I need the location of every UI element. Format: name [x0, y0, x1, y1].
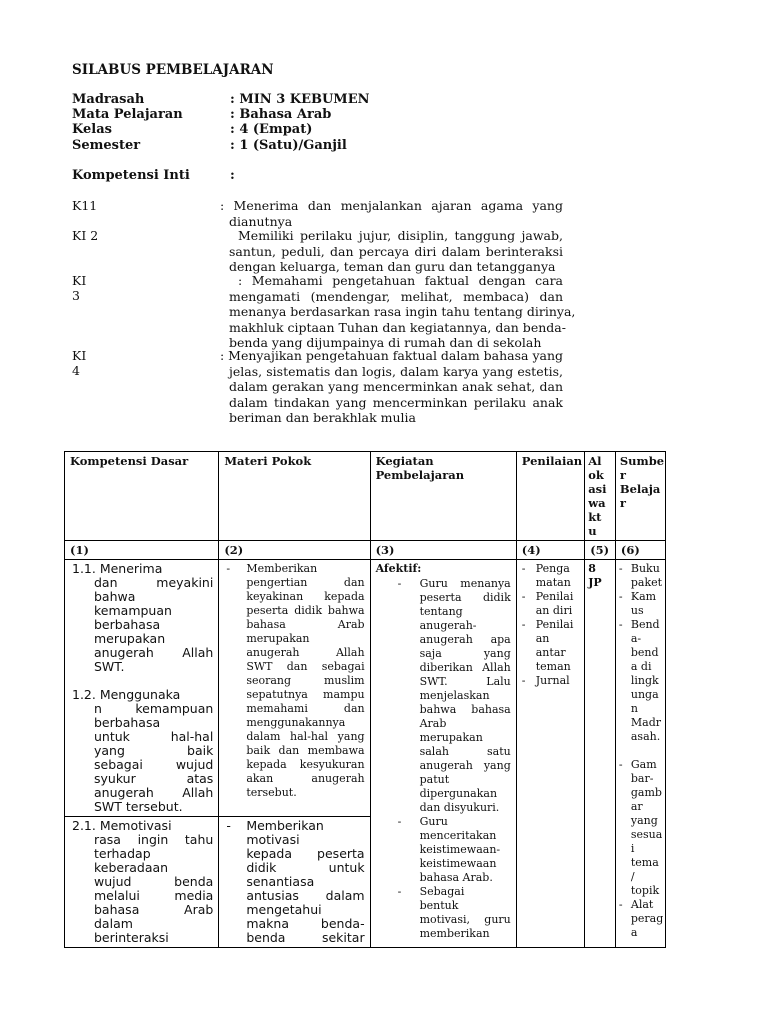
kg-line: keistimewaan-: [419, 843, 501, 856]
kg-line: dipergunakan: [419, 787, 498, 800]
mp-line: mengetahui: [246, 902, 322, 917]
header-alokasi-line: u: [588, 524, 597, 538]
penilaian-dash: -: [521, 618, 526, 631]
kg-line: bentuk: [419, 899, 459, 912]
kg-line: bahasa Arab.: [419, 871, 493, 884]
column-number: (1): [65, 541, 219, 560]
kd-item-line: wujud benda: [94, 874, 214, 889]
sumber-item: [619, 898, 662, 940]
mp-line: motivasi: [246, 832, 300, 847]
row1-penilaian: [516, 560, 584, 948]
column-number: (5): [585, 541, 616, 560]
penilaian-dash: -: [521, 562, 526, 575]
column-number: (6): [615, 541, 665, 560]
ki-text-line: jelas, sistematis dan logis, dalam karya yang estetis,: [229, 363, 563, 379]
kd-item-line: SWT.: [94, 659, 125, 674]
ki-label-line: 4: [72, 363, 80, 378]
kg-line: memberikan: [419, 927, 490, 940]
header-field-value: : 1 (Satu)/Ganjil: [230, 138, 347, 153]
ki-text-line: mengamati (mendengar, melihat, membaca) dan: [229, 288, 563, 304]
mp-line: dalam hal-hal yang: [246, 730, 365, 743]
ki-text: [229, 273, 576, 351]
ki-label-line: KI: [72, 348, 87, 363]
header-materi-pokok: Materi Pokok: [219, 452, 370, 541]
header-field-label: Mata Pelajaran: [72, 107, 183, 122]
sumber-line: Gam: [630, 758, 657, 771]
penilaian-line: an diri: [535, 604, 573, 617]
kg-bullet: [376, 885, 511, 941]
kg-line: saja yang: [419, 647, 511, 660]
sumber-line: Kam: [630, 590, 657, 603]
kd-item: [70, 562, 213, 674]
header-field-label: Kelas: [72, 122, 112, 137]
column-number: (4): [516, 541, 584, 560]
header-alokasi-waktu: [585, 452, 616, 541]
sumber-line: yang: [630, 814, 658, 827]
ki-text-line: : Menyajikan pengetahuan faktual dalam bahasa yang: [220, 348, 564, 363]
mp-line: baik dan membawa: [246, 744, 365, 757]
sumber-line: Alat: [630, 898, 654, 911]
penilaian-line: Penilai: [535, 618, 574, 631]
mp-line: bahasa Arab: [246, 618, 365, 631]
header-kegiatan-pembelajaran: [370, 452, 516, 541]
ki-label: KI 2: [72, 228, 99, 243]
kg-line: keistimewaan: [419, 857, 497, 870]
syllabus-table: [64, 451, 666, 948]
sumber-line: /: [630, 870, 635, 883]
row2-materi-pokok: [219, 817, 370, 948]
penilaian-item: [522, 590, 579, 618]
kd-item: [70, 688, 213, 814]
sumber-item: [619, 618, 662, 744]
table-number-row: [65, 541, 666, 560]
kd-item-line: melalui media: [94, 888, 214, 903]
header-kegiatan-line: Pembelajaran: [375, 468, 465, 482]
header-alokasi-line: wa: [588, 496, 606, 510]
kd-item-line: merupakan: [94, 631, 166, 646]
sumber-line: a di: [630, 660, 652, 673]
sumber-line: i: [630, 842, 635, 855]
kg-dash: -: [397, 885, 402, 898]
kg-line: SWT. Lalu: [419, 675, 511, 688]
ki-label-line: KI: [72, 273, 87, 288]
kg-line: tentang: [419, 605, 463, 618]
ki-label: [72, 348, 86, 378]
mp-line: makna benda-: [246, 916, 365, 931]
sumber-dash: -: [618, 898, 623, 911]
kd-item-line: berinteraksi: [94, 930, 169, 945]
kd-item-line: berbahasa: [94, 715, 161, 730]
kg-line: patut: [419, 773, 450, 786]
kd-item-line: sebagai wujud: [94, 757, 214, 772]
kg-line: dan disyukuri.: [419, 801, 500, 814]
row1-kegiatan-pembelajaran: [370, 560, 516, 948]
header-alokasi-line: Al: [588, 454, 602, 468]
sumber-dash: -: [618, 562, 623, 575]
header-sumber-belajar: [615, 452, 665, 541]
kg-bullet: [376, 815, 511, 885]
header-field-label: Madrasah: [72, 92, 145, 107]
mp-dash: -: [226, 562, 231, 575]
row1-materi-pokok: [219, 560, 370, 817]
kd-item-first-line: 1.2. Menggunaka: [72, 687, 181, 702]
mp-dash: -: [226, 818, 231, 833]
kd-item-rest: [70, 702, 213, 814]
kg-line: peserta didik: [419, 591, 511, 604]
header-sumber-line: r: [619, 496, 626, 510]
document-title: SILABUS PEMBELAJARAN: [72, 62, 274, 78]
sumber-line: Bend: [630, 618, 660, 631]
penilaian-dash: -: [521, 590, 526, 603]
kg-line: Guru menanya: [419, 577, 511, 590]
header-field-value: : MIN 3 KEBUMEN: [230, 92, 370, 107]
kd-item-line: anugerah Allah: [94, 645, 214, 660]
mp-line: antusias dalam: [246, 888, 365, 903]
kg-line: Guru: [419, 815, 448, 828]
ki-text-line: dalam tindakan yang mencerminkan perilaku anak: [229, 394, 563, 410]
kg-dash: -: [397, 815, 402, 828]
mp-line: SWT dan sebagai: [246, 660, 365, 673]
ki-text-line: dengan keluarga, teman dan guru dan tetangganya: [229, 259, 556, 275]
header-field-value: : 4 (Empat): [230, 122, 313, 137]
ki-label-line: 3: [72, 288, 80, 303]
kg-dash: -: [397, 577, 402, 590]
penilaian-line: antar: [535, 646, 566, 659]
sumber-line: a: [630, 926, 638, 939]
ki-text-line: dalam gerakan yang mencerminkan anak sehat, dan: [229, 379, 563, 395]
header-sumber-line: Sumbe: [619, 454, 665, 468]
kg-heading: Afektif:: [375, 562, 422, 575]
ki-text-line: Memiliki perilaku jujur, disiplin, tanggung jawab,: [238, 228, 563, 243]
kg-line: salah satu: [419, 745, 511, 758]
ki-label: K11: [72, 198, 98, 213]
kd-item-line: terhadap: [94, 846, 151, 861]
kg-line: motivasi, guru: [419, 913, 511, 926]
kd-item-line: yang baik: [94, 743, 214, 758]
kd-item-line: berbahasa: [94, 617, 161, 632]
sumber-line: perag: [630, 912, 664, 925]
kd-item-line: dan meyakini: [94, 575, 214, 590]
sumber-item: [619, 562, 662, 590]
kd-item-rest: [70, 576, 213, 674]
kg-line: anugerah apa: [419, 633, 511, 646]
mp-line: didik untuk: [246, 860, 365, 875]
sumber-line: asah.: [630, 730, 661, 743]
kg-line: merupakan: [419, 731, 483, 744]
mp-line: Memberikan: [246, 818, 324, 833]
sumber-gap: [619, 744, 662, 758]
mp-line: memahami dan: [246, 702, 365, 715]
kd-item-first-line: 1.1. Menerima: [72, 561, 163, 576]
ki-text-line: benda yang dijumpainya di rumah dan di sekolah: [229, 335, 542, 351]
penilaian-item: [522, 674, 579, 688]
header-sumber-line: Belaja: [619, 482, 661, 496]
mp-dash-item: [224, 819, 364, 945]
mp-line: peserta didik bahwa: [246, 604, 365, 617]
penilaian-item: [522, 618, 579, 674]
kd-item-line: untuk hal-hal: [94, 729, 214, 744]
kd-item-line: dalam: [94, 916, 133, 931]
sumber-dash: -: [618, 758, 623, 771]
row1-alokasi-waktu: [585, 560, 616, 948]
ki-text: [229, 228, 563, 275]
ki-text-line: beriman dan berakhlak mulia: [229, 410, 416, 426]
mp-line: kepada peserta: [246, 846, 365, 861]
penilaian-line: teman: [535, 660, 571, 673]
kompetensi-inti-colon: :: [230, 168, 235, 183]
alokasi-line: 8: [588, 562, 596, 575]
kg-line: bahwa bahasa: [419, 703, 511, 716]
kd-item-line: anugerah Allah: [94, 785, 214, 800]
sumber-line: gamb: [630, 786, 662, 799]
header-alokasi-line: kt: [588, 510, 602, 524]
alokasi-line: JP: [588, 576, 602, 589]
ki-label: [72, 273, 86, 303]
kd-item-line: rasa ingin tahu: [94, 832, 214, 847]
header-alokasi-line: ok: [588, 468, 604, 482]
mp-line: Memberikan: [246, 562, 318, 575]
ki-text-line: makhluk ciptaan Tuhan dan kegiatannya, dan benda-: [229, 319, 566, 335]
header-kegiatan-line: Kegiatan: [375, 454, 434, 468]
kg-line: diberikan Allah: [419, 661, 511, 674]
sumber-line: us: [630, 604, 644, 617]
sumber-line: ar: [630, 800, 643, 813]
mp-line: sepatutnya mampu: [246, 688, 365, 701]
ki-text: [220, 348, 563, 426]
sumber-line: unga: [630, 688, 659, 701]
column-number: (3): [370, 541, 516, 560]
row1-sumber-belajar: [615, 560, 665, 948]
kg-line: anugerah yang: [419, 759, 511, 772]
mp-line: senantiasa: [246, 874, 315, 889]
ki-text-line: : Menerima dan menjalankan ajaran agama yang: [220, 198, 563, 213]
sumber-line: n: [630, 702, 638, 715]
penilaian-line: Penga: [535, 562, 570, 575]
sumber-dash: -: [618, 618, 623, 631]
penilaian-line: matan: [535, 576, 571, 589]
sumber-line: bar-: [630, 772, 654, 785]
kg-line: Arab: [419, 717, 447, 730]
table-row: [65, 560, 666, 817]
sumber-line: Buku: [630, 562, 660, 575]
sumber-item: [619, 590, 662, 618]
sumber-line: lingk: [630, 674, 659, 687]
ki-text: [220, 198, 563, 229]
sumber-line: a-: [630, 632, 642, 645]
kd-item-line: bahwa: [94, 589, 136, 604]
kd-item-line: bahasa Arab: [94, 902, 214, 917]
penilaian-line: Penilai: [535, 590, 574, 603]
header-sumber-line: r: [619, 468, 626, 482]
sumber-item: [619, 758, 662, 898]
column-number: (2): [219, 541, 370, 560]
kg-line: anugerah-: [419, 619, 477, 632]
kompetensi-inti-label: Kompetensi Inti: [72, 168, 190, 183]
penilaian-line: an: [535, 632, 550, 645]
mp-line: benda sekitar: [246, 930, 365, 945]
kg-line: menjelaskan: [419, 689, 490, 702]
mp-line: merupakan: [246, 632, 310, 645]
row2-kompetensi-dasar: [65, 817, 219, 948]
header-field-label: Semester: [72, 138, 141, 153]
sumber-line: Madr: [630, 716, 661, 729]
kd-item-first-line: 2.1. Memotivasi: [72, 818, 172, 833]
table-header-row: [65, 452, 666, 541]
mp-line: menggunakannya: [246, 716, 346, 729]
mp-line: anugerah Allah: [246, 646, 365, 659]
mp-line: tersebut.: [246, 786, 297, 799]
header-alokasi-line: asi: [588, 482, 607, 496]
kd-item-line: kemampuan: [94, 603, 172, 618]
kg-bullet: [376, 577, 511, 815]
penilaian-item: [522, 562, 579, 590]
mp-line: keyakinan kepada: [246, 590, 365, 603]
kd-item-rest: [70, 833, 213, 945]
penilaian-dash: -: [521, 674, 526, 687]
ki-text-line: menanya berdasarkan rasa ingin tahu tentang dirinya,: [229, 304, 576, 320]
kg-line: menceritakan: [419, 829, 497, 842]
row1-kompetensi-dasar: [65, 560, 219, 817]
mp-line: akan anugerah: [246, 772, 365, 785]
sumber-line: paket: [630, 576, 663, 589]
kg-line: Sebagai: [419, 885, 465, 898]
sumber-dash: -: [618, 590, 623, 603]
ki-text-line: dianutnya: [229, 213, 293, 229]
mp-line: seorang muslim: [246, 674, 365, 687]
header-kompetensi-dasar: Kompetensi Dasar: [65, 452, 219, 541]
kd-item-line: SWT tersebut.: [94, 799, 183, 814]
mp-dash-item: [224, 562, 364, 800]
kd-item-line: keberadaan: [94, 860, 169, 875]
sumber-line: bend: [630, 646, 659, 659]
kd-item-line: n kemampuan: [94, 701, 214, 716]
header-penilaian: Penilaian: [516, 452, 584, 541]
kd-item: [70, 819, 213, 945]
mp-line: pengertian dan: [246, 576, 365, 589]
mp-line: kepada kesyukuran: [246, 758, 365, 771]
kd-item-line: syukur atas: [94, 771, 214, 786]
ki-text-line: : Memahami pengetahuan faktual dengan cara: [238, 273, 563, 288]
header-field-value: : Bahasa Arab: [230, 107, 332, 122]
ki-text-line: santun, peduli, dan percaya diri dalam berinteraksi: [229, 243, 563, 259]
sumber-line: topik: [630, 884, 660, 897]
sumber-line: sesua: [630, 828, 663, 841]
penilaian-line: Jurnal: [535, 674, 570, 687]
sumber-line: tema: [630, 856, 659, 869]
